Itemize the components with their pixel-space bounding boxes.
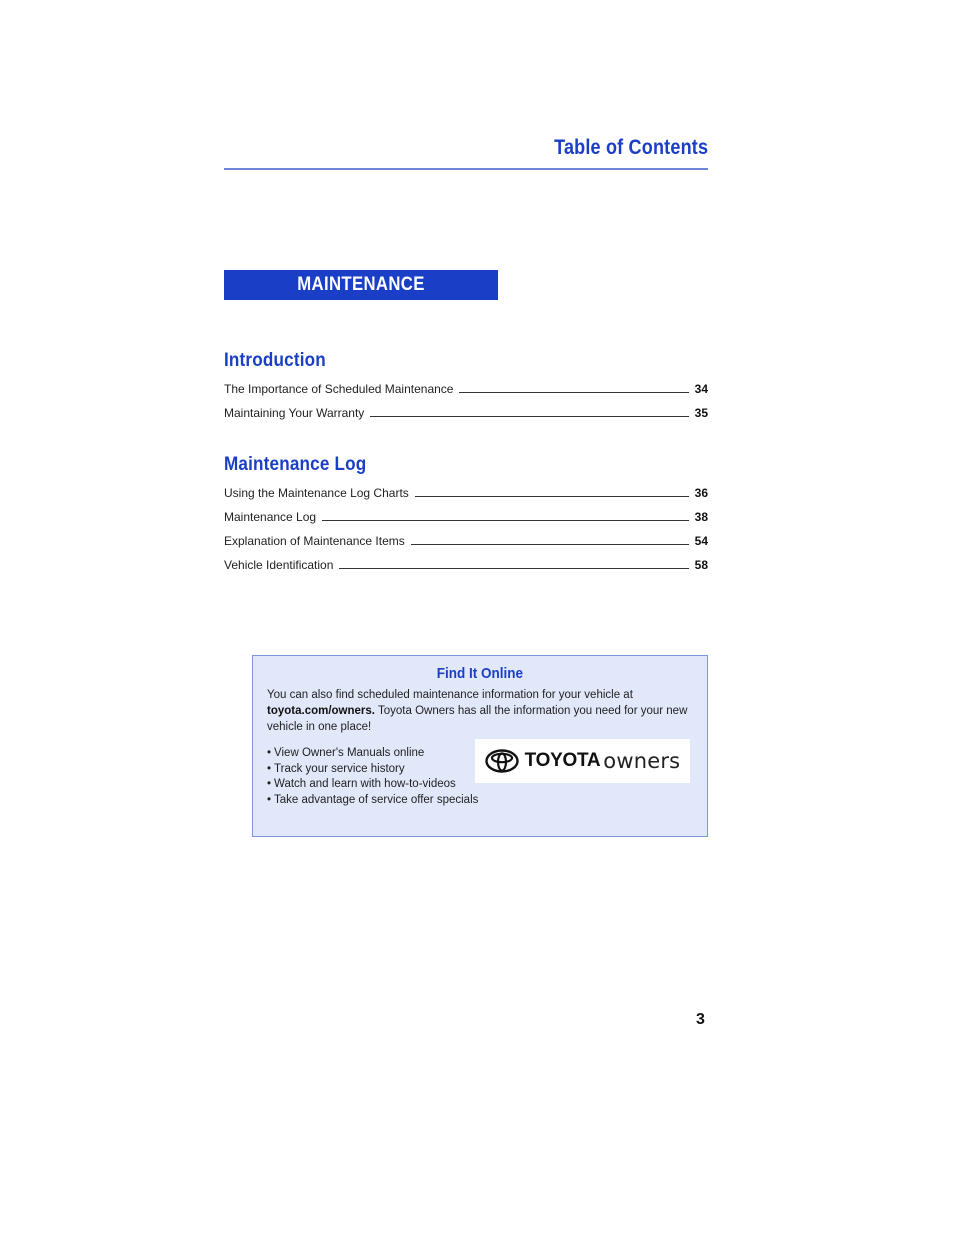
toc-entry-label: Maintenance Log <box>224 510 317 524</box>
toyota-owners-logo <box>475 739 690 783</box>
logo-sub-text: owners <box>603 749 681 773</box>
toc-entry[interactable] <box>224 556 708 572</box>
toc-entry[interactable] <box>224 532 708 548</box>
page-title: Table of Contents <box>553 136 708 159</box>
toc-entry-page: 36 <box>694 486 708 500</box>
toc-entry-label: Using the Maintenance Log Charts <box>224 486 409 500</box>
find-it-online-box <box>252 655 708 837</box>
toc-entry-page: 58 <box>694 558 708 572</box>
group-heading-introduction <box>224 350 337 372</box>
feature-list <box>267 746 478 808</box>
toc-entry[interactable] <box>224 508 708 524</box>
list-item: • Take advantage of service offer specials <box>267 793 478 809</box>
toc-entry-label: Vehicle Identification <box>224 558 334 572</box>
logo-brand-text: TOYOTA <box>524 750 601 771</box>
toc-entry-page: 34 <box>694 382 708 396</box>
toc-leader-line <box>411 543 689 545</box>
toc-entry-label: Maintaining Your Warranty <box>224 406 365 420</box>
page-number: 3 <box>696 1011 705 1028</box>
toc-entry-label: Explanation of Maintenance Items <box>224 534 405 548</box>
group-heading-label: Maintenance Log <box>224 454 367 475</box>
toc-leader-line <box>339 567 688 569</box>
find-it-online-title <box>253 665 707 682</box>
list-item: • View Owner's Manuals online <box>267 746 478 762</box>
toc-entry-label: The Importance of Scheduled Maintenance <box>224 382 454 396</box>
toc-entry-page: 38 <box>694 510 708 524</box>
group-heading-label: Introduction <box>224 350 326 371</box>
intro-lead-text: You can also find scheduled maintenance information for your vehicle at <box>267 689 633 701</box>
list-item: • Watch and learn with how-to-videos <box>267 777 478 793</box>
section-banner <box>224 270 498 325</box>
toyota-emblem-icon <box>485 749 519 773</box>
section-banner-label: MAINTENANCE INFORMATION <box>297 274 425 325</box>
toc-entry[interactable] <box>224 404 708 420</box>
toc-entry[interactable] <box>224 484 708 500</box>
owners-site-link[interactable]: toyota.com/owners. <box>267 705 375 717</box>
toc-entry-page: 35 <box>694 406 708 420</box>
find-it-online-intro <box>267 687 697 735</box>
toc-leader-line <box>459 391 688 393</box>
toc-entry[interactable] <box>224 380 708 396</box>
list-item: • Track your service history <box>267 762 478 778</box>
toc-leader-line <box>415 495 689 497</box>
toc-entry-page: 54 <box>694 534 708 548</box>
find-it-online-title-text: Find It Online <box>436 665 524 682</box>
group-heading-maintenance-log <box>224 454 382 476</box>
toc-leader-line <box>370 415 688 417</box>
toc-leader-line <box>322 519 689 521</box>
intro-tail-text: Toyota Owners has all the information you need for your new vehicle in one place! <box>267 705 688 733</box>
page-header <box>224 132 708 170</box>
